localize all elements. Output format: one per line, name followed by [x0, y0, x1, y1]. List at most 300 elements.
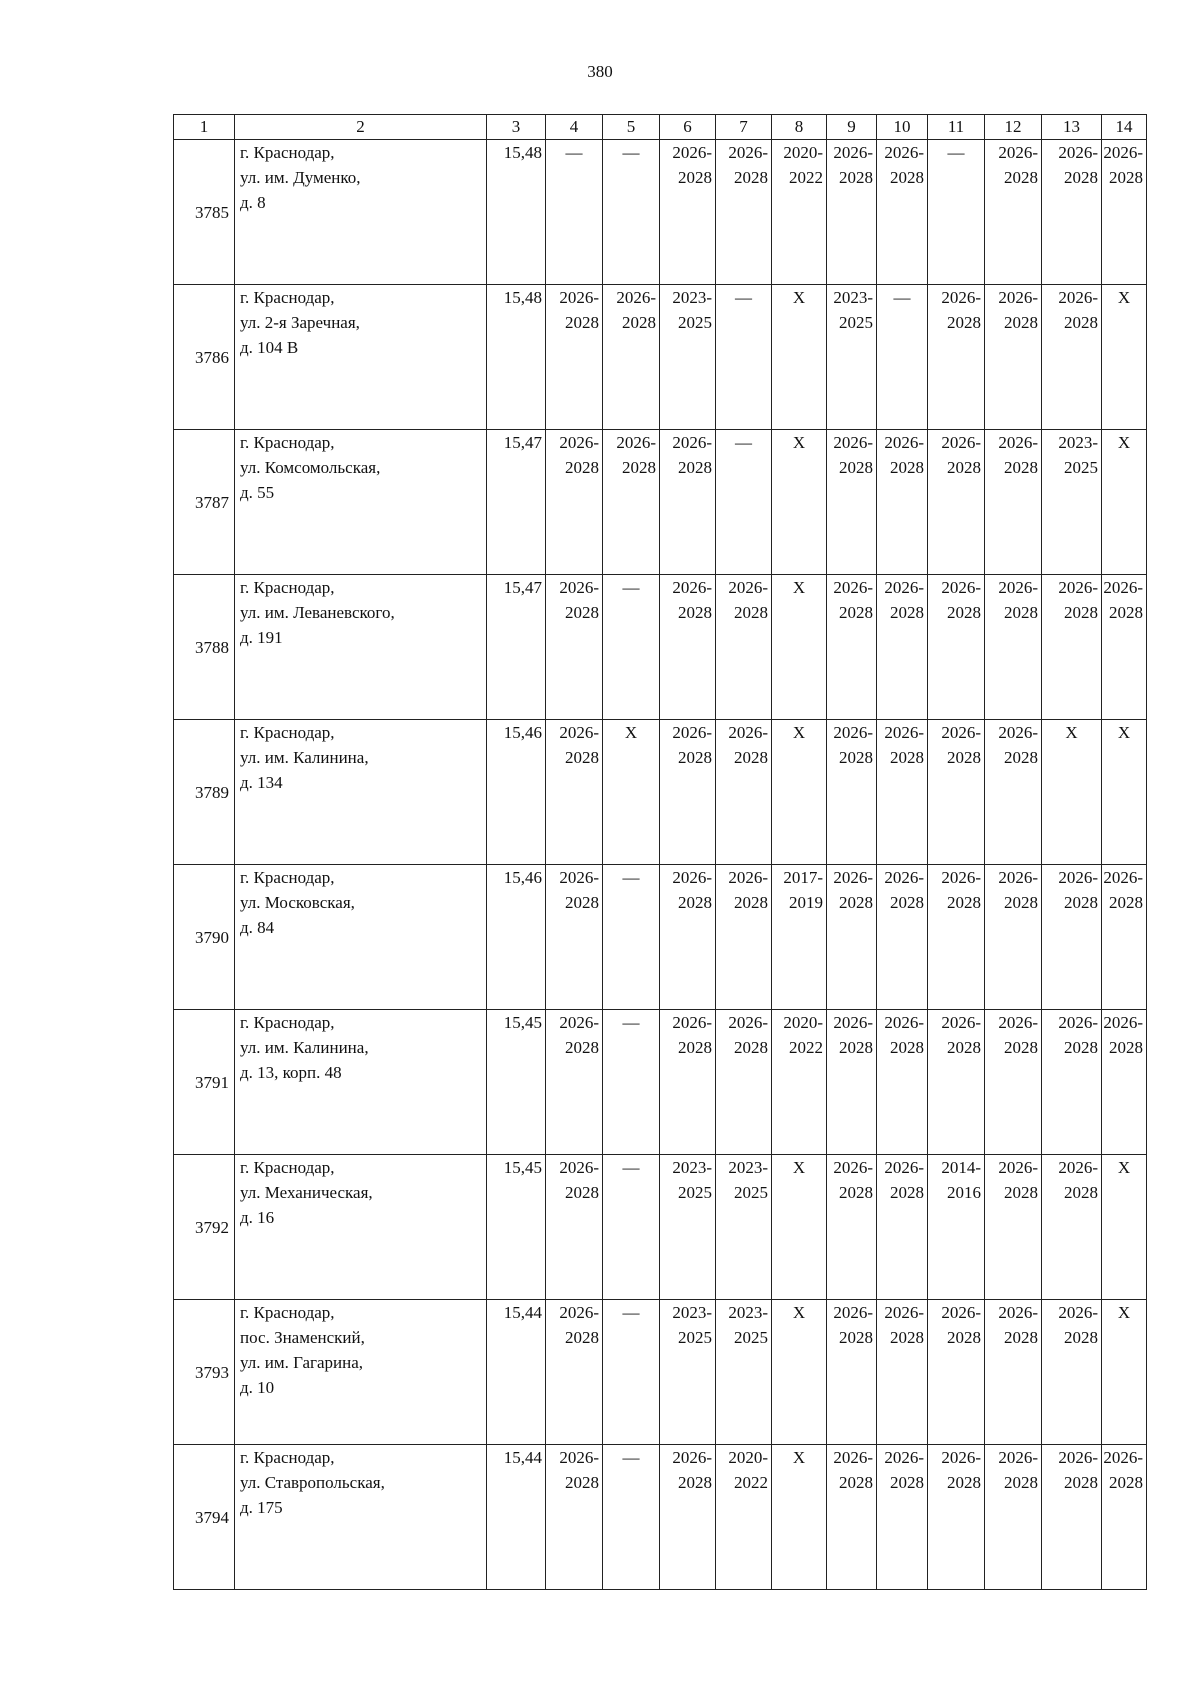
cell-line: 2028: [1004, 1183, 1038, 1202]
cell-line: 2026-: [884, 578, 924, 597]
cell-line: 2022: [789, 1038, 823, 1057]
column-header-1: 1: [174, 115, 235, 140]
area-cell: 15,45: [487, 1010, 546, 1155]
cell-line: 2026-: [884, 1158, 924, 1177]
area-cell: 15,44: [487, 1300, 546, 1445]
period-cell-col-10: [877, 1010, 928, 1155]
period-cell-col-8: [772, 1010, 827, 1155]
area-cell: 15,46: [487, 865, 546, 1010]
period-cell-col-13: [1042, 575, 1102, 720]
period-cell-col-11: [928, 1010, 985, 1155]
cell-line: 2017-: [783, 868, 823, 887]
period-cell-col-4: [546, 1010, 603, 1155]
period-cell-col-14: [1102, 1300, 1147, 1445]
cell-line: 2026-: [941, 1013, 981, 1032]
column-header-10: 10: [877, 115, 928, 140]
period-cell-col-7: [716, 1155, 772, 1300]
cell-line: 2026-: [998, 578, 1038, 597]
cell-line: 2023-: [672, 288, 712, 307]
cell-line: 2020-: [728, 1448, 768, 1467]
cell-line: —: [622, 1013, 640, 1032]
cell-line: Х: [1117, 723, 1131, 742]
address-cell: [235, 865, 487, 1010]
cell-line: 2028: [1109, 168, 1143, 187]
period-cell-col-6: [660, 285, 716, 430]
cell-line: Х: [792, 1158, 806, 1177]
period-cell-col-14: [1102, 1010, 1147, 1155]
cell-line: 2026-: [833, 868, 873, 887]
column-header-12: 12: [985, 115, 1042, 140]
cell-line: д. 84: [240, 918, 275, 937]
cell-line: 2026-: [1058, 578, 1098, 597]
period-cell-col-10: [877, 140, 928, 285]
period-cell-col-6: [660, 430, 716, 575]
cell-line: 2026-: [672, 723, 712, 742]
period-cell-col-7: [716, 285, 772, 430]
cell-line: 2026-: [1058, 1448, 1098, 1467]
cell-line: 2026-: [998, 433, 1038, 452]
period-cell-col-9: [827, 720, 877, 865]
period-cell-col-11: [928, 140, 985, 285]
cell-line: 2026-: [559, 288, 599, 307]
row-number-cell: 3789: [174, 720, 235, 865]
cell-line: 2028: [1064, 603, 1098, 622]
cell-line: 2028: [1004, 748, 1038, 767]
period-cell-col-11: [928, 575, 985, 720]
cell-line: 2028: [1109, 1038, 1143, 1057]
cell-line: 2028: [678, 1473, 712, 1492]
cell-line: ул. им. Думенко,: [240, 168, 361, 187]
cell-line: 2026-: [1103, 578, 1143, 597]
period-cell-col-4: [546, 865, 603, 1010]
cell-line: 2028: [890, 1038, 924, 1057]
cell-line: 2025: [839, 313, 873, 332]
period-cell-col-10: [877, 720, 928, 865]
housing-schedule-table: [173, 114, 1147, 1590]
period-cell-col-14: [1102, 285, 1147, 430]
cell-line: 2026-: [672, 1448, 712, 1467]
area-cell: 15,45: [487, 1155, 546, 1300]
address-cell: [235, 140, 487, 285]
cell-line: 2028: [565, 313, 599, 332]
cell-line: Х: [1065, 723, 1078, 742]
cell-line: 2020-: [783, 1013, 823, 1032]
row-number-cell: 3790: [174, 865, 235, 1010]
cell-line: 2026-: [1058, 1013, 1098, 1032]
cell-line: 2023-: [833, 288, 873, 307]
period-cell-col-5: [603, 1155, 660, 1300]
period-cell-col-12: [985, 1010, 1042, 1155]
cell-line: 2026-: [833, 578, 873, 597]
table-row: [174, 865, 1147, 1010]
period-cell-col-4: [546, 1445, 603, 1590]
period-cell-col-10: [877, 1155, 928, 1300]
cell-line: 2028: [734, 603, 768, 622]
period-cell-col-8: [772, 1155, 827, 1300]
period-cell-col-6: [660, 865, 716, 1010]
cell-line: 2028: [839, 893, 873, 912]
period-cell-col-6: [660, 140, 716, 285]
cell-line: 2026-: [833, 433, 873, 452]
column-header-11: 11: [928, 115, 985, 140]
cell-line: 2026-: [941, 288, 981, 307]
period-cell-col-4: [546, 575, 603, 720]
header-row: [174, 115, 1147, 140]
period-cell-col-8: [772, 865, 827, 1010]
period-cell-col-6: [660, 1445, 716, 1590]
period-cell-col-13: [1042, 1155, 1102, 1300]
period-cell-col-12: [985, 1300, 1042, 1445]
cell-line: 2026-: [559, 1013, 599, 1032]
period-cell-col-9: [827, 430, 877, 575]
table-row: [174, 430, 1147, 575]
cell-line: 2028: [565, 1473, 599, 1492]
cell-line: 2028: [1064, 168, 1098, 187]
cell-line: г. Краснодар,: [240, 1158, 335, 1177]
period-cell-col-6: [660, 575, 716, 720]
address-cell: [235, 430, 487, 575]
row-number-cell: 3791: [174, 1010, 235, 1155]
period-cell-col-10: [877, 285, 928, 430]
cell-line: 2026-: [884, 868, 924, 887]
cell-line: 2026-: [833, 1303, 873, 1322]
period-cell-col-8: [772, 285, 827, 430]
period-cell-col-7: [716, 575, 772, 720]
cell-line: 2028: [565, 1183, 599, 1202]
cell-line: Х: [792, 578, 806, 597]
period-cell-col-10: [877, 430, 928, 575]
cell-line: 2028: [890, 748, 924, 767]
period-cell-col-13: [1042, 1445, 1102, 1590]
cell-line: д. 10: [240, 1378, 275, 1397]
period-cell-col-7: [716, 430, 772, 575]
period-cell-col-11: [928, 1300, 985, 1445]
period-cell-col-5: [603, 285, 660, 430]
cell-line: 2026-: [998, 143, 1038, 162]
period-cell-col-13: [1042, 285, 1102, 430]
cell-line: пос. Знаменский,: [240, 1328, 365, 1347]
cell-line: 2026-: [728, 578, 768, 597]
cell-line: 2028: [678, 893, 712, 912]
cell-line: 2026-: [884, 1448, 924, 1467]
cell-line: д. 55: [240, 483, 275, 502]
cell-line: г. Краснодар,: [240, 868, 335, 887]
cell-line: 2028: [839, 1038, 873, 1057]
period-cell-col-14: [1102, 140, 1147, 285]
cell-line: 2026-: [941, 578, 981, 597]
cell-line: —: [622, 1303, 640, 1322]
cell-line: 2026-: [1103, 868, 1143, 887]
period-cell-col-8: [772, 430, 827, 575]
cell-line: 2026-: [941, 1303, 981, 1322]
period-cell-col-4: [546, 1155, 603, 1300]
cell-line: 2026-: [941, 723, 981, 742]
page-number: 380: [587, 62, 613, 81]
cell-line: 2026-: [998, 288, 1038, 307]
cell-line: 2028: [734, 748, 768, 767]
period-cell-col-12: [985, 430, 1042, 575]
period-cell-col-12: [985, 865, 1042, 1010]
cell-line: 2028: [678, 1038, 712, 1057]
cell-line: —: [735, 288, 752, 307]
period-cell-col-8: [772, 575, 827, 720]
cell-line: 2026-: [941, 433, 981, 452]
cell-line: 2026-: [941, 1448, 981, 1467]
cell-line: 2026-: [559, 578, 599, 597]
table-row: [174, 1155, 1147, 1300]
period-cell-col-9: [827, 1300, 877, 1445]
cell-line: 2028: [734, 893, 768, 912]
cell-line: 2028: [1109, 893, 1143, 912]
address-cell: [235, 1445, 487, 1590]
cell-line: 2025: [734, 1328, 768, 1347]
row-number-cell: 3787: [174, 430, 235, 575]
period-cell-col-6: [660, 1300, 716, 1445]
cell-line: 2026-: [616, 433, 656, 452]
cell-line: г. Краснодар,: [240, 1448, 335, 1467]
area-cell: 15,47: [487, 430, 546, 575]
column-header-7: 7: [716, 115, 772, 140]
period-cell-col-4: [546, 430, 603, 575]
period-cell-col-9: [827, 285, 877, 430]
period-cell-col-8: [772, 1445, 827, 1590]
cell-line: г. Краснодар,: [240, 723, 335, 742]
period-cell-col-5: [603, 140, 660, 285]
cell-line: 2028: [947, 1038, 981, 1057]
table-row: [174, 140, 1147, 285]
cell-line: 2028: [1064, 313, 1098, 332]
cell-line: 2026-: [559, 723, 599, 742]
cell-line: д. 175: [240, 1498, 283, 1517]
period-cell-col-5: [603, 1445, 660, 1590]
cell-line: 2028: [1004, 1328, 1038, 1347]
cell-line: 2028: [1004, 313, 1038, 332]
period-cell-col-14: [1102, 720, 1147, 865]
cell-line: Х: [792, 1448, 806, 1467]
cell-line: 2023-: [672, 1158, 712, 1177]
table-row: [174, 1010, 1147, 1155]
cell-line: 2028: [734, 168, 768, 187]
period-cell-col-7: [716, 720, 772, 865]
cell-line: 2028: [1109, 603, 1143, 622]
area-cell: 15,47: [487, 575, 546, 720]
period-cell-col-5: [603, 430, 660, 575]
period-cell-col-6: [660, 720, 716, 865]
cell-line: 2028: [839, 603, 873, 622]
cell-line: 2026-: [559, 433, 599, 452]
period-cell-col-14: [1102, 865, 1147, 1010]
cell-line: 2028: [678, 168, 712, 187]
cell-line: 2028: [947, 458, 981, 477]
period-cell-col-9: [827, 140, 877, 285]
row-number-cell: 3786: [174, 285, 235, 430]
cell-line: 2026-: [998, 1158, 1038, 1177]
period-cell-col-11: [928, 1445, 985, 1590]
cell-line: 2028: [1004, 603, 1038, 622]
cell-line: 2028: [947, 603, 981, 622]
cell-line: ул. Московская,: [240, 893, 355, 912]
cell-line: д. 8: [240, 193, 266, 212]
cell-line: д. 134: [240, 773, 283, 792]
table-row: [174, 1300, 1147, 1445]
cell-line: —: [622, 1158, 640, 1177]
period-cell-col-5: [603, 1300, 660, 1445]
cell-line: 2026-: [998, 723, 1038, 742]
cell-line: 2026-: [1058, 868, 1098, 887]
table-row: [174, 720, 1147, 865]
period-cell-col-11: [928, 430, 985, 575]
period-cell-col-7: [716, 1010, 772, 1155]
cell-line: 2026-: [559, 1303, 599, 1322]
cell-line: 2026-: [884, 143, 924, 162]
address-cell: [235, 1300, 487, 1445]
cell-line: 2028: [565, 1038, 599, 1057]
cell-line: 2026-: [833, 1013, 873, 1032]
cell-line: ул. Механическая,: [240, 1183, 373, 1202]
cell-line: Х: [624, 723, 638, 742]
cell-line: Х: [792, 288, 806, 307]
period-cell-col-10: [877, 865, 928, 1010]
cell-line: 2028: [947, 748, 981, 767]
cell-line: 2028: [890, 168, 924, 187]
period-cell-col-9: [827, 1155, 877, 1300]
cell-line: 2014-: [941, 1158, 981, 1177]
cell-line: 2026-: [672, 433, 712, 452]
cell-line: 2026-: [998, 1013, 1038, 1032]
cell-line: 2028: [890, 603, 924, 622]
period-cell-col-13: [1042, 720, 1102, 865]
period-cell-col-9: [827, 865, 877, 1010]
cell-line: 2028: [1064, 1183, 1098, 1202]
period-cell-col-11: [928, 720, 985, 865]
period-cell-col-14: [1102, 1445, 1147, 1590]
column-header-13: 13: [1042, 115, 1102, 140]
cell-line: 2028: [622, 313, 656, 332]
cell-line: Х: [792, 1303, 806, 1322]
period-cell-col-7: [716, 1300, 772, 1445]
period-cell-col-7: [716, 1445, 772, 1590]
period-cell-col-12: [985, 1445, 1042, 1590]
cell-line: д. 16: [240, 1208, 275, 1227]
cell-line: 2026-: [1058, 143, 1098, 162]
period-cell-col-8: [772, 1300, 827, 1445]
cell-line: 2026-: [728, 1013, 768, 1032]
period-cell-col-4: [546, 720, 603, 865]
cell-line: 2028: [1064, 893, 1098, 912]
period-cell-col-6: [660, 1010, 716, 1155]
column-header-4: 4: [546, 115, 603, 140]
table-body: [174, 140, 1147, 1590]
period-cell-col-8: [772, 140, 827, 285]
cell-line: 2028: [839, 168, 873, 187]
cell-line: г. Краснодар,: [240, 578, 335, 597]
period-cell-col-4: [546, 285, 603, 430]
cell-line: ул. Комсомольская,: [240, 458, 381, 477]
cell-line: ул. им. Гагарина,: [240, 1353, 364, 1372]
cell-line: 2026-: [559, 1158, 599, 1177]
row-number-cell: 3785: [174, 140, 235, 285]
table-row: [174, 575, 1147, 720]
cell-line: —: [893, 288, 911, 307]
cell-line: 2028: [890, 1328, 924, 1347]
cell-line: ул. им. Калинина,: [240, 748, 369, 767]
cell-line: 2026-: [833, 1448, 873, 1467]
period-cell-col-12: [985, 140, 1042, 285]
column-header-6: 6: [660, 115, 716, 140]
row-number-cell: 3793: [174, 1300, 235, 1445]
cell-line: 2028: [890, 458, 924, 477]
cell-line: 2026-: [884, 1013, 924, 1032]
period-cell-col-4: [546, 1300, 603, 1445]
cell-line: 2026-: [998, 868, 1038, 887]
cell-line: д. 104 В: [240, 338, 299, 357]
cell-line: —: [622, 1448, 640, 1467]
cell-line: Х: [1117, 1303, 1131, 1322]
period-cell-col-13: [1042, 140, 1102, 285]
cell-line: Х: [1117, 288, 1131, 307]
cell-line: 2020-: [783, 143, 823, 162]
period-cell-col-9: [827, 1445, 877, 1590]
cell-line: —: [735, 433, 752, 452]
period-cell-col-5: [603, 1010, 660, 1155]
cell-line: 2026-: [559, 1448, 599, 1467]
period-cell-col-4: [546, 140, 603, 285]
cell-line: 2026-: [1058, 288, 1098, 307]
address-cell: [235, 285, 487, 430]
cell-line: —: [565, 143, 583, 162]
cell-line: 2028: [839, 1328, 873, 1347]
cell-line: 2028: [622, 458, 656, 477]
cell-line: ул. им. Леваневского,: [240, 603, 395, 622]
period-cell-col-13: [1042, 865, 1102, 1010]
area-cell: 15,44: [487, 1445, 546, 1590]
cell-line: 2028: [734, 1038, 768, 1057]
period-cell-col-7: [716, 140, 772, 285]
period-cell-col-12: [985, 285, 1042, 430]
cell-line: 2026-: [728, 868, 768, 887]
period-cell-col-11: [928, 865, 985, 1010]
cell-line: 2022: [734, 1473, 768, 1492]
period-cell-col-14: [1102, 1155, 1147, 1300]
period-cell-col-13: [1042, 1300, 1102, 1445]
cell-line: 2028: [947, 893, 981, 912]
cell-line: 2026-: [1058, 1158, 1098, 1177]
cell-line: 2025: [678, 1183, 712, 1202]
cell-line: 2028: [890, 893, 924, 912]
cell-line: 2028: [1109, 1473, 1143, 1492]
cell-line: 2026-: [1103, 1013, 1143, 1032]
area-cell: 15,46: [487, 720, 546, 865]
table-header: [174, 115, 1147, 140]
cell-line: 2028: [839, 1473, 873, 1492]
cell-line: 2028: [839, 458, 873, 477]
cell-line: 2022: [789, 168, 823, 187]
cell-line: 2028: [947, 1473, 981, 1492]
period-cell-col-13: [1042, 1010, 1102, 1155]
period-cell-col-13: [1042, 430, 1102, 575]
cell-line: 2016: [947, 1183, 981, 1202]
period-cell-col-5: [603, 720, 660, 865]
period-cell-col-10: [877, 1445, 928, 1590]
cell-line: 2026-: [884, 1303, 924, 1322]
cell-line: 2028: [1004, 168, 1038, 187]
period-cell-col-14: [1102, 575, 1147, 720]
cell-line: г. Краснодар,: [240, 433, 335, 452]
cell-line: ул. им. Калинина,: [240, 1038, 369, 1057]
cell-line: 2025: [678, 1328, 712, 1347]
cell-line: Х: [1117, 1158, 1131, 1177]
period-cell-col-7: [716, 865, 772, 1010]
